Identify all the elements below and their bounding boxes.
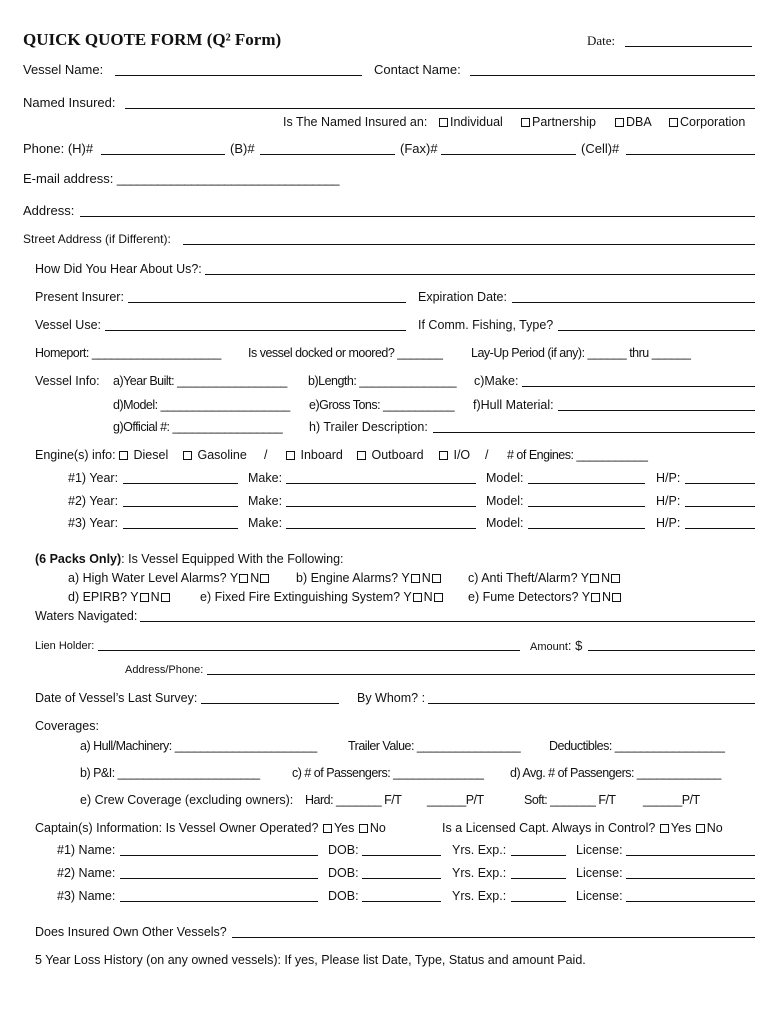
engine-3-year-label: #3) Year: <box>68 516 119 530</box>
loss-history-label: 5 Year Loss History (on any owned vessels): If yes, Please list Date, Type, Status and amount Paid. <box>35 953 586 967</box>
engine-1-make-label: Make: <box>248 471 283 485</box>
checkbox-icon <box>183 451 192 460</box>
engine-2-make-field[interactable] <box>286 506 476 507</box>
hull-machinery-field[interactable]: a) Hull/Machinery: ______________________ <box>80 739 317 753</box>
waters-navigated-label: Waters Navigated: <box>35 609 138 623</box>
captain-1-name-label: #1) Name: <box>57 843 116 857</box>
engine-3-hp-label: H/P: <box>656 516 681 530</box>
checkbox-icon <box>439 451 448 460</box>
phone-home-label: Phone: (H)# <box>23 141 94 156</box>
checkbox-icon <box>434 593 443 602</box>
crew-coverage-label: e) Crew Coverage (excluding owners): <box>80 793 294 807</box>
address-label: Address: <box>23 203 75 218</box>
checkbox-icon <box>611 574 620 583</box>
fire-extinguishing-question[interactable]: e) Fixed Fire Extinguishing System? Y N <box>200 590 445 605</box>
captain-3-dob-field[interactable] <box>362 901 441 902</box>
captain-1-license-label: License: <box>576 843 623 857</box>
engine-2-model-label: Model: <box>486 494 524 508</box>
insured-type-prompt: Is The Named Insured an: <box>283 115 428 129</box>
address-phone-field[interactable] <box>207 674 755 675</box>
coverages-label: Coverages: <box>35 719 99 733</box>
captain-3-exp-field[interactable] <box>511 901 566 902</box>
checkbox-icon <box>669 118 678 127</box>
comm-fishing-label: If Comm. Fishing, Type? <box>418 318 554 332</box>
street-address-field[interactable] <box>183 244 755 245</box>
engine-1-model-label: Model: <box>486 471 524 485</box>
gross-tons-field[interactable]: e)Gross Tons: ___________ <box>309 398 455 412</box>
present-insurer-label: Present Insurer: <box>35 290 124 304</box>
length-field[interactable]: b)Length: _______________ <box>308 374 457 388</box>
crew-soft-ft-field[interactable]: Soft: _______ F/T <box>524 793 616 807</box>
phone-home-field[interactable] <box>101 154 225 155</box>
captain-2-name-field[interactable] <box>120 878 318 879</box>
option-inboard[interactable]: Inboard <box>285 448 343 463</box>
phone-fax-field[interactable] <box>441 154 576 155</box>
hear-about-field[interactable] <box>205 274 755 275</box>
checkbox-icon <box>432 574 441 583</box>
present-insurer-field[interactable] <box>128 302 406 303</box>
make-label: c)Make: <box>474 374 519 388</box>
checkbox-icon <box>161 593 170 602</box>
expiration-date-field[interactable] <box>512 302 755 303</box>
captain-2-dob-label: DOB: <box>328 866 359 880</box>
checkbox-icon <box>357 451 366 460</box>
option-dba[interactable]: DBA <box>614 115 652 130</box>
engine-1-make-field[interactable] <box>286 483 476 484</box>
epirb-question[interactable]: d) EPIRB? Y N <box>68 590 172 605</box>
licensed-captain-question[interactable]: Is a Licensed Capt. Always in Control? Yes No <box>442 821 723 835</box>
email-label: E-mail address: _________________________________ <box>23 171 340 186</box>
checkbox-icon <box>411 574 420 583</box>
crew-hard-pt-field[interactable]: ______P/T <box>427 793 484 807</box>
email-field[interactable]: _________________________________ <box>116 171 340 186</box>
other-vessels-label: Does Insured Own Other Vessels? <box>35 925 227 939</box>
page-title: QUICK QUOTE FORM (Q² Form) <box>23 30 282 49</box>
engine-1-year-label: #1) Year: <box>68 471 119 485</box>
amount-field[interactable] <box>588 650 755 651</box>
hull-material-field[interactable] <box>558 410 755 411</box>
captain-3-dob-label: DOB: <box>328 889 359 903</box>
lien-holder-field[interactable] <box>98 650 520 651</box>
engine-1-hp-label: H/P: <box>656 471 681 485</box>
checkbox-icon <box>119 451 128 460</box>
checkbox-icon <box>521 118 530 127</box>
make-field[interactable] <box>522 386 755 387</box>
phone-business-label: (B)# <box>230 141 255 156</box>
trailer-value-field[interactable]: Trailer Value: ________________ <box>348 739 521 753</box>
captain-3-name-label: #3) Name: <box>57 889 116 903</box>
captain-1-license-field[interactable] <box>626 855 755 856</box>
phone-cell-label: (Cell)# <box>581 141 620 156</box>
checkbox-icon <box>239 574 248 583</box>
option-individual[interactable]: Individual <box>438 115 503 130</box>
hear-about-label: How Did You Hear About Us?: <box>35 262 202 276</box>
engine-2-year-field[interactable] <box>123 506 238 507</box>
checkbox-icon <box>591 593 600 602</box>
homeport-field[interactable]: Homeport: ____________________ <box>35 346 221 360</box>
captain-1-dob-field[interactable] <box>362 855 441 856</box>
engine-2-model-field[interactable] <box>528 506 645 507</box>
option-partnership[interactable]: Partnership <box>520 115 596 130</box>
captain-3-name-field[interactable] <box>120 901 318 902</box>
checkbox-icon <box>439 118 448 127</box>
engine-1-year-field[interactable] <box>123 483 238 484</box>
option-io[interactable]: I/O <box>438 448 470 463</box>
option-outboard[interactable]: Outboard <box>356 448 424 463</box>
named-insured-label: Named Insured: <box>23 95 116 110</box>
engine-3-year-field[interactable] <box>123 528 238 529</box>
engine-1-hp-field[interactable] <box>685 483 755 484</box>
engine-2-make-label: Make: <box>248 494 283 508</box>
by-whom-field[interactable] <box>428 703 755 704</box>
phone-fax-label: (Fax)# <box>400 141 438 156</box>
option-corporation[interactable]: Corporation <box>668 115 745 130</box>
captain-1-exp-field[interactable] <box>511 855 566 856</box>
vessel-info-label: Vessel Info: <box>35 374 100 388</box>
engine-3-hp-field[interactable] <box>685 528 755 529</box>
separator: / <box>264 448 268 462</box>
captain-1-dob-label: DOB: <box>328 843 359 857</box>
vessel-name-field[interactable] <box>115 75 362 76</box>
hull-material-label: f)Hull Material: <box>473 398 554 412</box>
engine-count-field[interactable]: # of Engines: ___________ <box>507 448 648 462</box>
pi-field[interactable]: b) P&I: ______________________ <box>80 766 260 780</box>
checkbox-icon <box>286 451 295 460</box>
engine-3-make-label: Make: <box>248 516 283 530</box>
avg-passengers-field[interactable]: d) Avg. # of Passengers: _____________ <box>510 766 721 780</box>
captain-3-license-field[interactable] <box>626 901 755 902</box>
contact-name-field[interactable] <box>470 75 755 76</box>
address-phone-label: Address/Phone: <box>125 664 204 676</box>
engine-3-model-label: Model: <box>486 516 524 530</box>
option-diesel[interactable]: Diesel <box>118 448 168 463</box>
crew-hard-ft-field[interactable]: Hard: _______ F/T <box>305 793 402 807</box>
model-field[interactable]: d)Model: ____________________ <box>113 398 290 412</box>
other-vessels-field[interactable] <box>232 937 755 938</box>
year-built-field[interactable]: a)Year Built: _________________ <box>113 374 287 388</box>
checkbox-icon <box>413 593 422 602</box>
checkbox-icon <box>590 574 599 583</box>
comm-fishing-field[interactable] <box>558 330 755 331</box>
checkbox-icon <box>260 574 269 583</box>
passengers-field[interactable]: c) # of Passengers: ______________ <box>292 766 484 780</box>
date-label: Date: <box>587 33 616 48</box>
street-address-label: Street Address (if Different): <box>23 232 171 246</box>
checkbox-icon <box>660 824 669 833</box>
vessel-name-label: Vessel Name: <box>23 62 104 77</box>
vessel-use-field[interactable] <box>105 330 406 331</box>
engine-2-year-label: #2) Year: <box>68 494 119 508</box>
captain-2-license-field[interactable] <box>626 878 755 879</box>
expiration-date-label: Expiration Date: <box>418 290 507 304</box>
docked-moored-field[interactable]: Is vessel docked or moored? _______ <box>248 346 443 360</box>
captain-1-exp-label: Yrs. Exp.: <box>452 843 507 857</box>
option-gasoline[interactable]: Gasoline <box>182 448 247 463</box>
engine-2-hp-label: H/P: <box>656 494 681 508</box>
captain-2-name-label: #2) Name: <box>57 866 116 880</box>
crew-soft-pt-field[interactable]: ______P/T <box>643 793 700 807</box>
date-field[interactable] <box>625 46 752 47</box>
checkbox-icon <box>612 593 621 602</box>
checkbox-icon <box>140 593 149 602</box>
amount-label: Amount: $ <box>530 638 583 653</box>
address-field[interactable] <box>80 216 755 217</box>
captain-2-exp-label: Yrs. Exp.: <box>452 866 507 880</box>
six-packs-heading: (6 Packs Only): Is Vessel Equipped With the Following: <box>35 552 344 566</box>
checkbox-icon <box>359 824 368 833</box>
deductibles-field[interactable]: Deductibles: _________________ <box>549 739 725 753</box>
engine-3-make-field[interactable] <box>286 528 476 529</box>
checkbox-icon <box>696 824 705 833</box>
vessel-use-label: Vessel Use: <box>35 318 102 332</box>
captain-1-name-field[interactable] <box>120 855 318 856</box>
phone-business-field[interactable] <box>260 154 395 155</box>
trailer-description-field[interactable] <box>433 432 755 433</box>
separator: / <box>485 448 489 462</box>
engine-alarms-question[interactable]: b) Engine Alarms? Y N <box>296 571 443 586</box>
high-water-alarm-question[interactable]: a) High Water Level Alarms? Y N <box>68 571 271 586</box>
named-insured-field[interactable] <box>125 108 755 109</box>
captain-2-exp-field[interactable] <box>511 878 566 879</box>
anti-theft-question[interactable]: c) Anti Theft/Alarm? Y N <box>468 571 622 586</box>
layup-period-field[interactable]: Lay-Up Period (if any): ______ thru ______ <box>471 346 691 360</box>
fume-detectors-question[interactable]: e) Fume Detectors? Y N <box>468 590 623 605</box>
phone-cell-field[interactable] <box>626 154 755 155</box>
lien-holder-label: Lien Holder: <box>35 640 95 652</box>
by-whom-label: By Whom? : <box>357 691 426 705</box>
captain-3-exp-label: Yrs. Exp.: <box>452 889 507 903</box>
waters-navigated-field[interactable] <box>140 621 755 622</box>
official-number-field[interactable]: g)Official #: _________________ <box>113 420 283 434</box>
captain-2-dob-field[interactable] <box>362 878 441 879</box>
survey-date-label: Date of Vessel’s Last Survey: <box>35 691 198 705</box>
contact-name-label: Contact Name: <box>374 62 461 77</box>
survey-date-field[interactable] <box>201 703 339 704</box>
owner-operated-question[interactable]: Captain(s) Information: Is Vessel Owner Operated? Yes No <box>35 821 386 835</box>
captain-3-license-label: License: <box>576 889 623 903</box>
engine-3-model-field[interactable] <box>528 528 645 529</box>
trailer-description-label: h) Trailer Description: <box>309 420 428 434</box>
engine-1-model-field[interactable] <box>528 483 645 484</box>
checkbox-icon <box>615 118 624 127</box>
checkbox-icon <box>323 824 332 833</box>
captain-2-license-label: License: <box>576 866 623 880</box>
engine-info-label: Engine(s) info: <box>35 448 116 462</box>
engine-2-hp-field[interactable] <box>685 506 755 507</box>
